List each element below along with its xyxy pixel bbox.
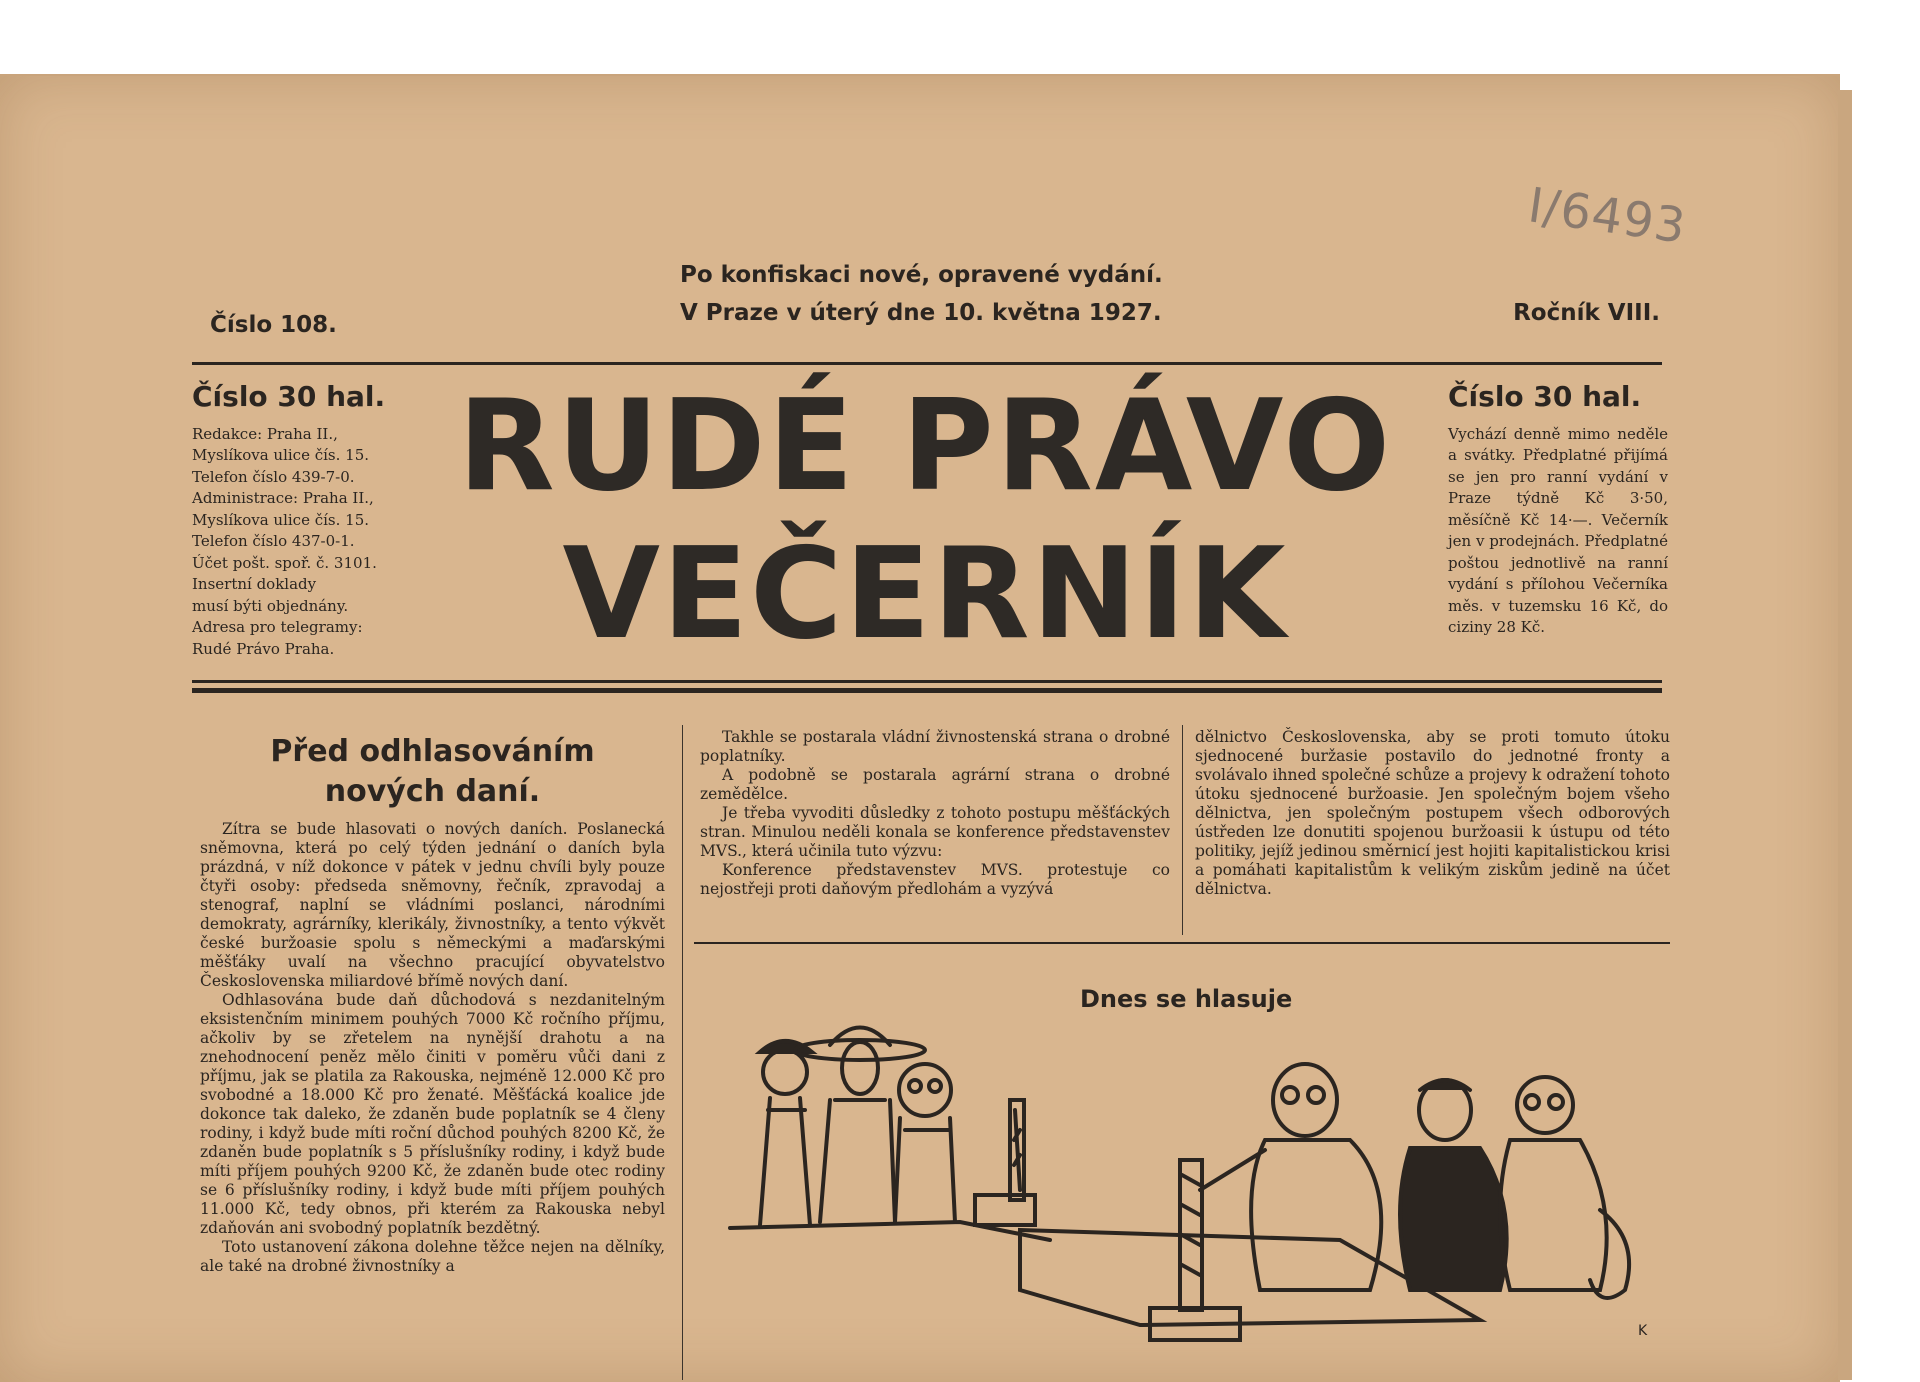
confiscation-notice: Po konfiskaci nové, opravené vydání. xyxy=(680,262,1163,288)
archive-mark: I/6493 xyxy=(1524,177,1690,255)
cartoon-title: Dnes se hlasuje xyxy=(1080,985,1293,1013)
masthead-rule-top xyxy=(192,362,1662,365)
publication-date: V Praze v úterý dne 10. května 1927. xyxy=(680,300,1162,326)
capitalist-figure-3 xyxy=(1500,1077,1629,1298)
article-column-3 xyxy=(1195,728,1670,899)
article-column-1 xyxy=(200,820,665,1380)
left-info-line: Administrace: Praha II., xyxy=(192,489,374,507)
left-info-box xyxy=(192,380,412,660)
title-line-2: VEČERNÍK xyxy=(562,520,1288,667)
column-rule-2 xyxy=(1182,725,1183,935)
paragraph: Je třeba vyvoditi důsledky z tohoto postupu měšťáckých stran. Minulou neděli konala se konference představenstev MVS., která učinila tuto výzvu: xyxy=(700,804,1170,860)
volume-number: Ročník VIII. xyxy=(1513,300,1660,326)
title-line-1: RUDÉ PRÁVO xyxy=(457,372,1393,519)
left-info-line: musí býti objednány. xyxy=(192,596,349,615)
article-headline xyxy=(200,732,665,812)
paragraph: Konference představenstev MVS. protestuje co nejostřeji proti daňovým předlohám a vyzývá xyxy=(700,861,1170,898)
left-info-line: Adresa pro telegramy: xyxy=(192,618,363,636)
left-info-line: Redakce: Praha II., xyxy=(192,424,338,443)
right-info-text: Vychází denně mimo neděle a svátky. Předplatné přijímá se jen pro ranní vydání v Praze týdně Kč 3·50, měsíčně Kč 14·—. Večerník jen v prodejnách. Předplatné poštou jednotlivě na ranní vydání s přílohou Večerníka měs. v tuzemsku 16 Kč, do ciziny 28 Kč. xyxy=(1448,424,1668,636)
article-column-2 xyxy=(700,728,1170,899)
paragraph: Zítra se bude hlasovati o nových daních. Poslanecká sněmovna, která po celý týden jednání o daních byla prázdná, v níž dokonce v pátek v jednu chvíli byly pouze čtyři osoby: předseda sněmovny, řečník, zpravodaj a stenograf, naplní se vládními poslanci, národními demokraty, agrárníky, klerikály, živnostníky, a tento výkvět české buržoasie spolu s německými a maďarskými měšťáky uvalí na všechno pracující obyvatelstvo Československa miliardové břímě nových daní. xyxy=(200,820,665,990)
paragraph: Odhlasována bude daň důchodová s nezdanitelným eksistenčním minimem pouhých 7000 Kč ročního příjmu, ačkoliv by se zřetelem na nynější drahotu a na znehodnocení peněz mělo činiti v poměru vůči dani z příjmu, jak se platila za Rakouska, nejméně 12.000 Kč pro svobodné a 18.000 Kč pro ženaté. Měšťácká koalice jde dokonce tak daleko, že zdaněn bude poplatník se 4 členy rodiny, i když bude míti roční důchod pouhých 8200 Kč, že zdaněn bude poplatník s 5 příslušníky rodiny, i když bude míti příjem pouhých 9200 Kč, že zdaněn bude otec rodiny se 6 příslušníky rodiny, i když bude míti příjem pouhých 11.000 Kč, tedy obnos, při kterém za Rakouska nebyl zdaňován ani svobodný poplatník bezdětný. xyxy=(200,991,665,1237)
masthead-header xyxy=(190,262,1660,346)
headline-line-1: Před odhlasováním xyxy=(270,734,595,769)
capitalist-figure-1 xyxy=(1200,1064,1381,1290)
paragraph: dělnictvo Československa, aby se proti tomuto útoku sjednocené buržasie postavilo do jednotné fronty a svolávalo ihned společné schůze a projevy k odražení tohoto útoku sjednocené buržoasie. Jen společným bojem všeho dělnictva, jen společným postupem všech odborových ústředen lze donutiti spojenou buržoasii k ústupu od této politiky, jejíž jedinou směrnicí jest hojiti kapitalistickou krisi a pomáhati kapitalistům k velikým ziskům jedině na účet dělnictva. xyxy=(1195,728,1670,898)
article-end-rule xyxy=(694,942,1670,944)
paragraph: Toto ustanovení zákona dolehne těžce nejen na dělníky, ale také na drobné živnostníky a xyxy=(200,1238,665,1275)
paper-edge xyxy=(1838,90,1852,1380)
left-info-line: Myslíkova ulice čís. 15. xyxy=(192,446,370,464)
left-info-line: Insertní doklady xyxy=(192,575,317,593)
right-info-box xyxy=(1448,380,1668,639)
masthead-rule-bottom-1 xyxy=(192,680,1662,683)
left-info-line: Účet pošt. spoř. č. 3101. xyxy=(192,553,377,572)
worker-figure-3 xyxy=(895,1064,955,1222)
right-price: Číslo 30 hal. xyxy=(1448,380,1642,413)
paragraph: Takhle se postarala vládní živnostenská strana o drobné poplatníky. xyxy=(700,728,1170,765)
issue-number: Číslo 108. xyxy=(210,312,337,338)
newspaper-title xyxy=(430,372,1420,668)
paragraph: A podobně se postarala agrární strana o drobné zemědělce. xyxy=(700,766,1170,803)
left-info-line: Myslíkova ulice čís. 15. xyxy=(192,510,370,529)
capitalist-figure-2 xyxy=(1400,1080,1507,1290)
left-info-line: Rudé Právo Praha. xyxy=(192,639,335,658)
worker-figure-1 xyxy=(760,1041,812,1225)
left-info-line: Telefon číslo 439-7-0. xyxy=(192,467,355,486)
left-info-line: Telefon číslo 437-0-1. xyxy=(192,532,355,550)
masthead-center xyxy=(680,262,1163,338)
worker-figure-2 xyxy=(795,1028,925,1223)
masthead-rule-bottom-2 xyxy=(192,688,1662,693)
column-rule-1 xyxy=(682,725,683,1380)
headline-line-2: nových daní. xyxy=(324,774,541,809)
cartoon-illustration xyxy=(720,990,1670,1380)
cartoon-signature: K xyxy=(1638,1323,1648,1339)
left-price: Číslo 30 hal. xyxy=(192,380,386,413)
